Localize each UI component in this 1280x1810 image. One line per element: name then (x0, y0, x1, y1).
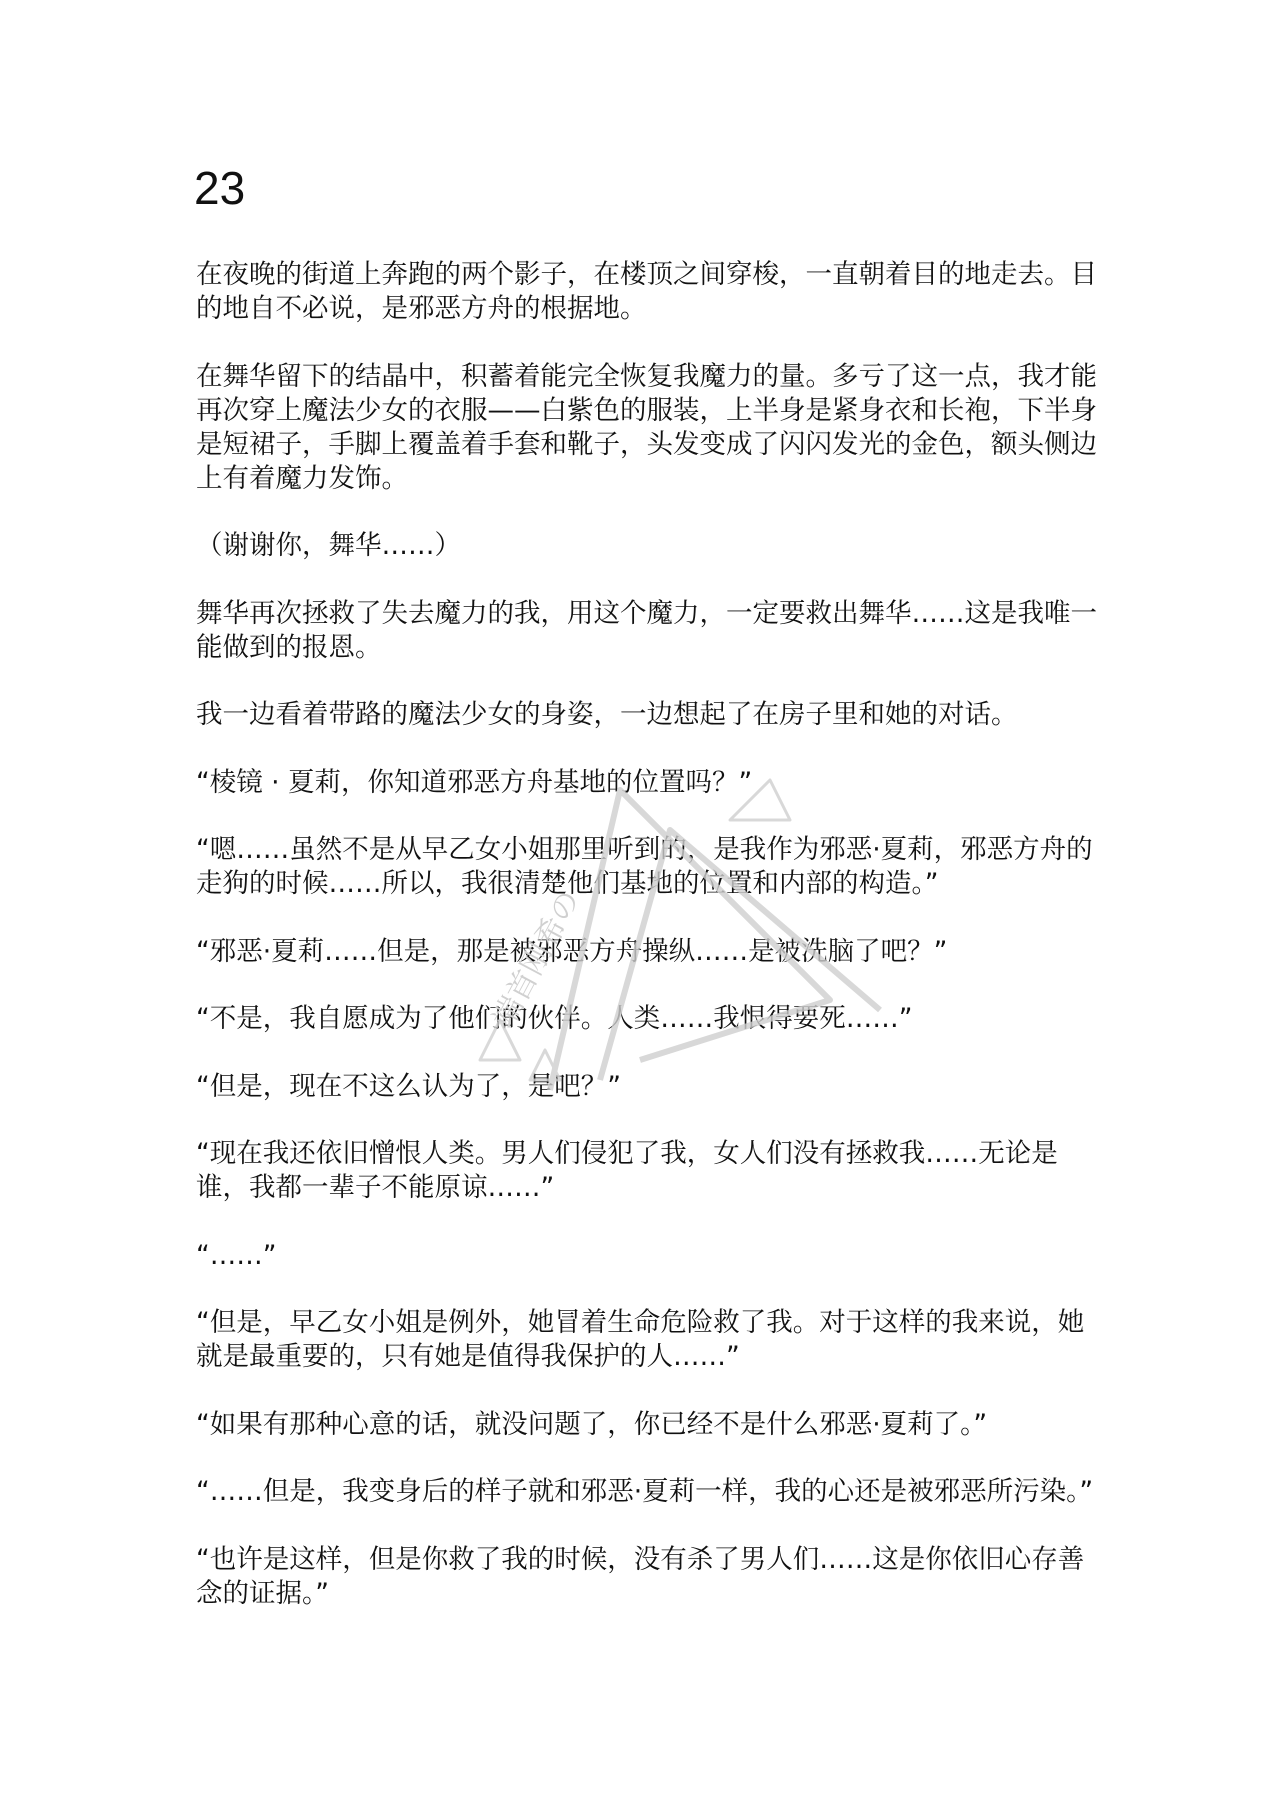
chapter-body (196, 258, 1100, 1644)
paragraph: “但是，现在不这么认为了，是吧？” (196, 1070, 621, 1102)
paragraph: 在舞华留下的结晶中，积蓄着能完全恢复我魔力的量。多亏了这一点，我才能再次穿上魔法少女的衣服——白紫色的服装，上半身是紧身衣和长袍，下半身是短裙子，手脚上覆盖着手套和靴子，头发变成了闪闪发光的金色，额头侧边上有着魔力发饰。 (196, 360, 1097, 494)
paragraph: “也许是这样，但是你救了我的时候，没有杀了男人们……这是你依旧心存善念的证据。” (196, 1543, 1085, 1609)
paragraph: “……但是，我变身后的样子就和邪恶·夏莉一样，我的心还是被邪恶所污染。” (196, 1476, 1094, 1507)
paragraph: 在夜晚的街道上奔跑的两个影子，在楼顶之间穿梭，一直朝着目的地走去。目的地自不必说，是邪恶方舟的根据地。 (196, 259, 1097, 324)
paragraph: 我一边看着带路的魔法少女的身姿，一边想起了在房子里和她的对话。 (196, 699, 1018, 730)
paragraph: “现在我还依旧憎恨人类。男人们侵犯了我，女人们没有拯救我……无论是谁，我都一辈子不能原谅……” (196, 1138, 1058, 1203)
paragraph: 舞华再次拯救了失去魔力的我，用这个魔力，一定要救出舞华……这是我唯一能做到的报恩。 (196, 597, 1097, 663)
paragraph: “邪恶·夏莉……但是，那是被邪恶方舟操纵……是被洗脑了吧？” (196, 935, 948, 967)
paragraph: “棱镜 · 夏莉，你知道邪恶方舟基地的位置吗？” (196, 766, 753, 798)
paragraph: “嗯……虽然不是从早乙女小姐那里听到的，是我作为邪恶·夏莉，邪恶方舟的走狗的时候……所以，我很清楚他们基地的位置和内部的构造。” (196, 834, 1093, 899)
paragraph: “但是，早乙女小姐是例外，她冒着生命危险救了我。对于这样的我来说，她就是最重要的，只有她是值得我保护的人……” (196, 1307, 1085, 1372)
paragraph: “不是，我自愿成为了他们的伙伴。人类……我恨得要死……” (196, 1003, 913, 1034)
paragraph: “如果有那种心意的话，就没问题了，你已经不是什么邪恶·夏莉了。” (196, 1408, 988, 1440)
chapter-number: 23 (194, 162, 246, 214)
svg-text:端首刚希の: 端首刚希の (486, 884, 588, 1034)
paragraph: （谢谢你，舞华……） (196, 530, 461, 561)
paragraph: “……” (196, 1239, 277, 1271)
